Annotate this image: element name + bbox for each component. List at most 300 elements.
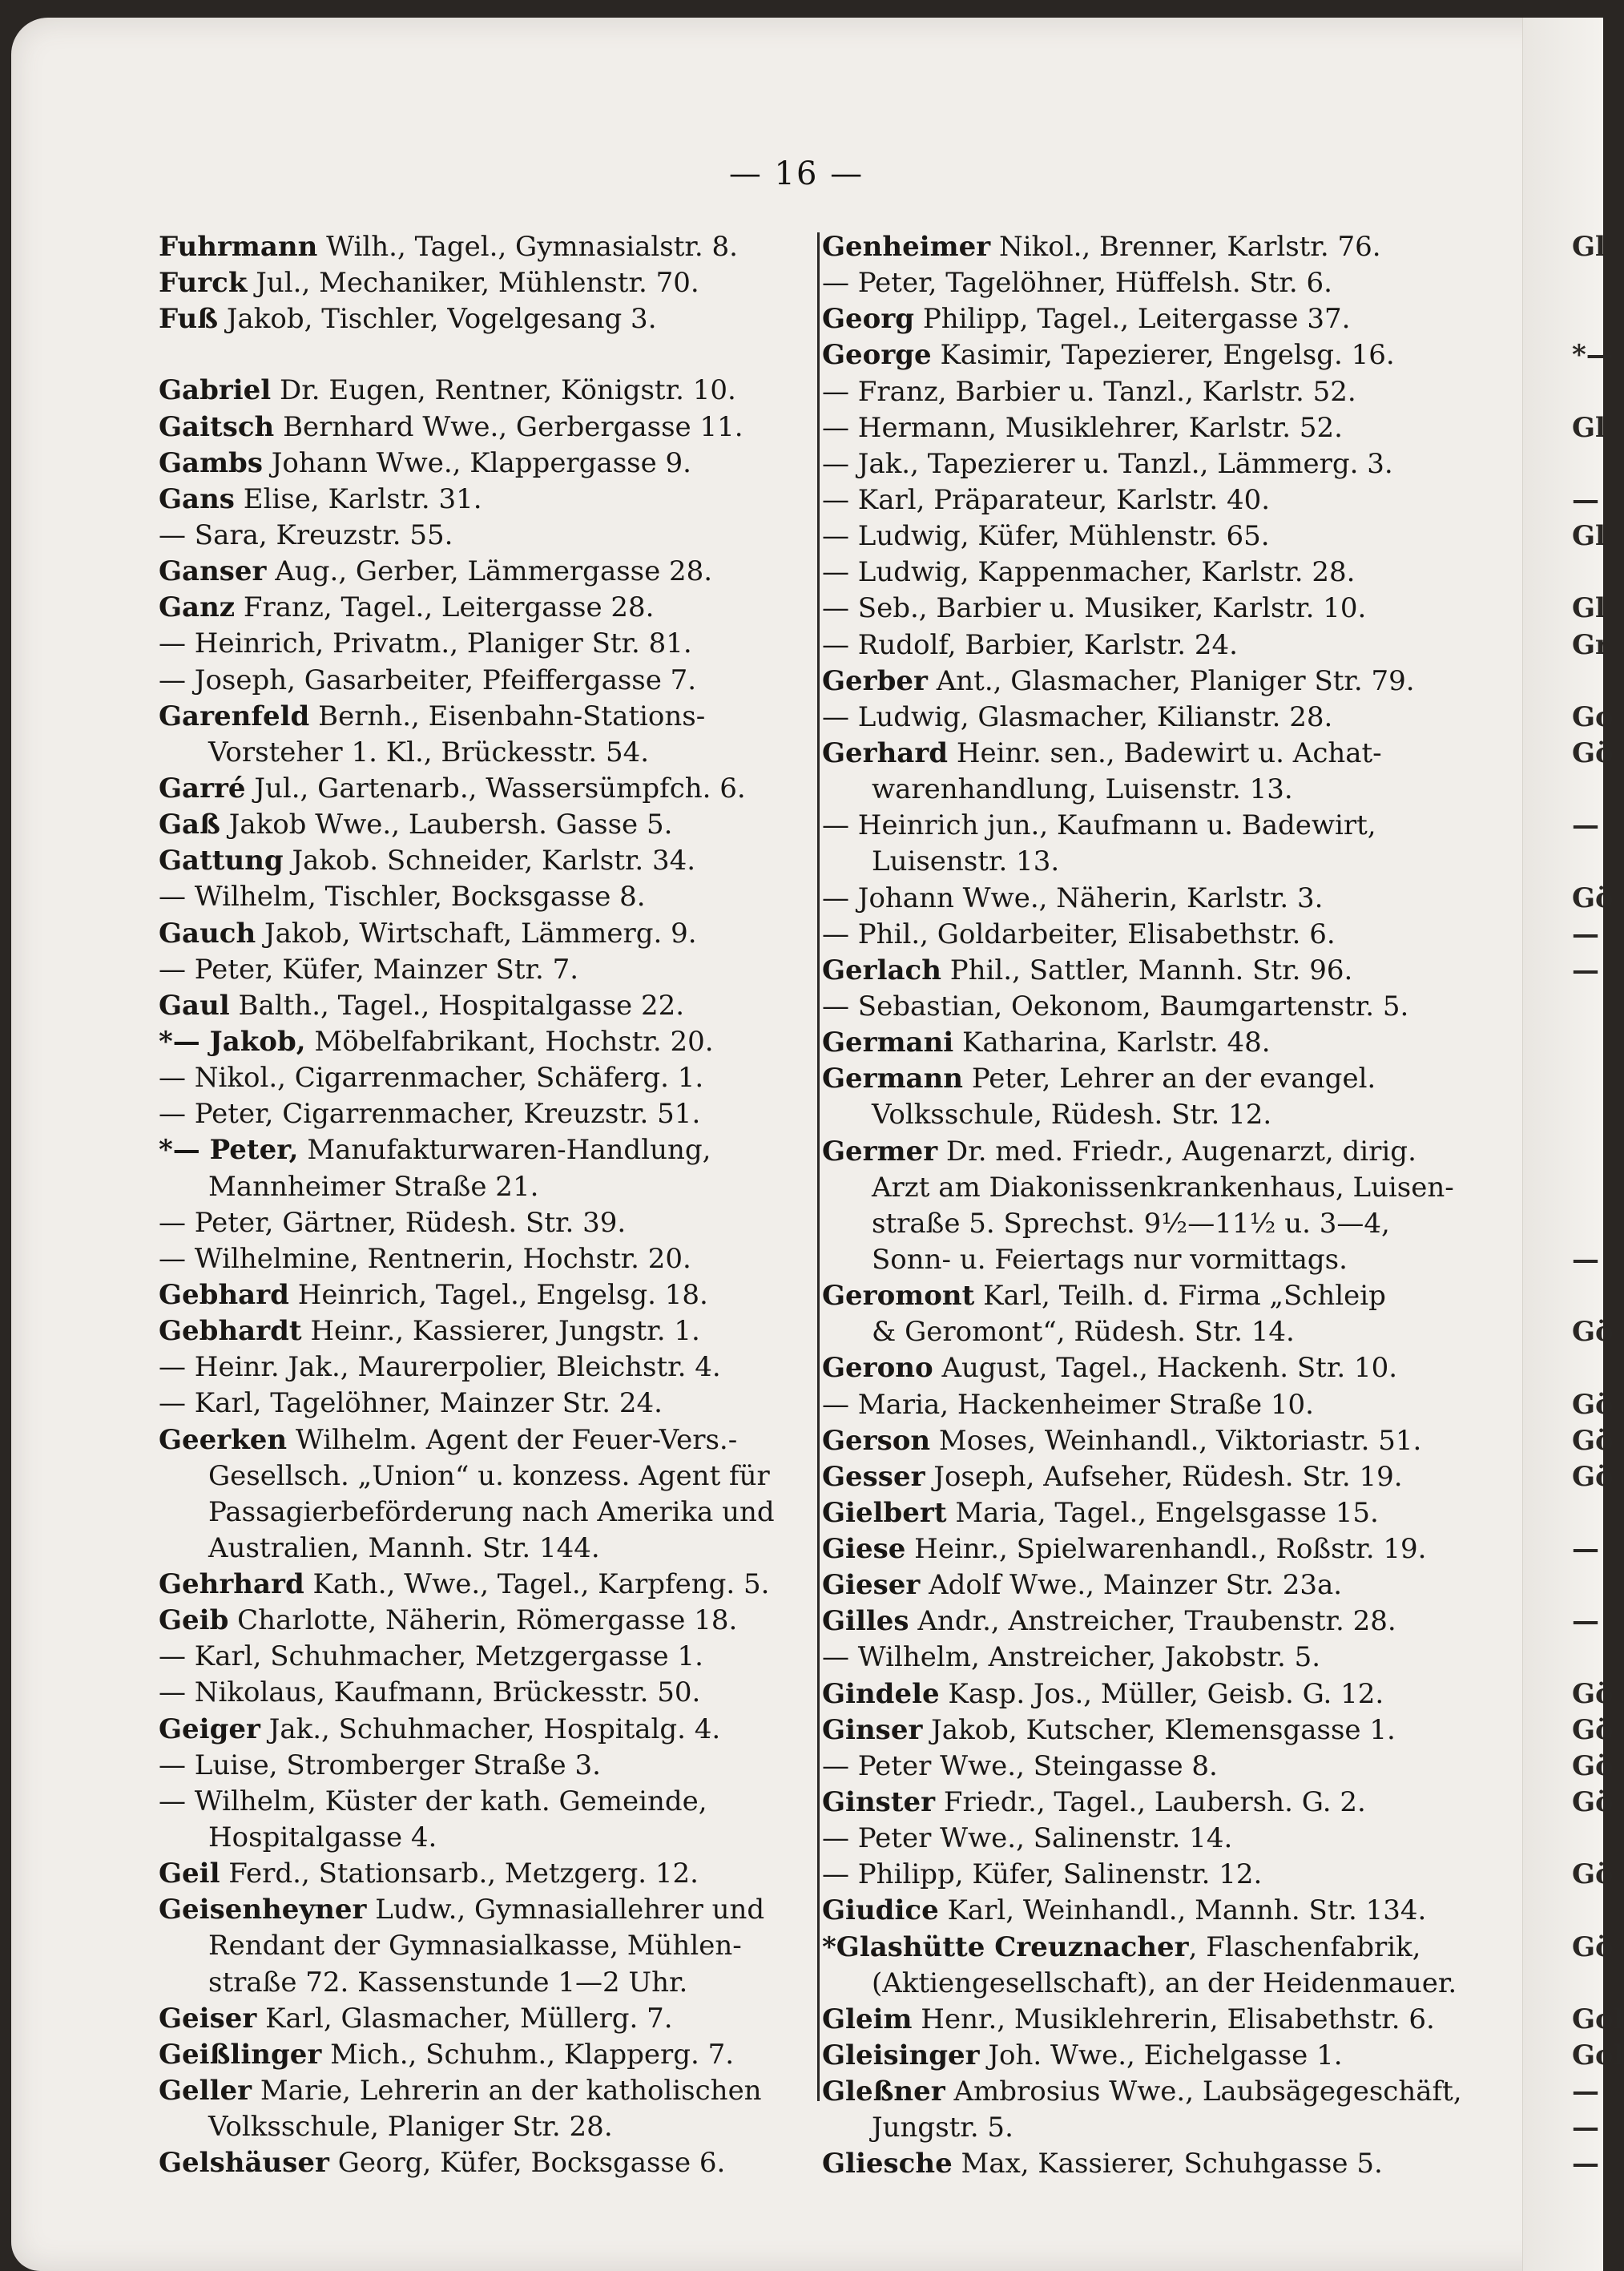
entry-text: — Seb., Barbier u. Musiker, Karlstr. 10. bbox=[822, 592, 1367, 625]
entry-text: — Wilhelm, Küster der kath. Gemeinde, bbox=[159, 1785, 707, 1817]
entry-text: — Wilhelm, Tischler, Bocksgasse 8. bbox=[159, 881, 646, 914]
entry-text: Bernh., Eisenbahn-Stations- bbox=[309, 700, 706, 732]
entry-surname: Geib bbox=[159, 1604, 229, 1637]
cut-entry-fragment: Gö bbox=[1572, 1677, 1614, 1710]
entry-surname: Ginster bbox=[822, 1786, 936, 1819]
entry-surname: Gattung bbox=[159, 845, 284, 877]
entry-text: Charlotte, Näherin, Römergasse 18. bbox=[228, 1604, 738, 1637]
entry-text: Ambrosius Wwe., Laubsägegeschäft, bbox=[945, 2075, 1462, 2108]
directory-entry-line bbox=[822, 627, 1465, 664]
directory-entry-line bbox=[159, 1928, 819, 1964]
entry-text: Jakob, Tischler, Vogelgesang 3. bbox=[218, 303, 657, 336]
entry-text: — Peter, Gärtner, Rüdesh. Str. 39. bbox=[159, 1206, 627, 1239]
entry-text: , Flaschenfabrik, bbox=[1188, 1930, 1421, 1963]
cut-entry-fragment: Gö bbox=[1572, 881, 1614, 914]
entry-text: — Wilhelm, Anstreicher, Jakobstr. 5. bbox=[822, 1641, 1321, 1674]
directory-entry-line bbox=[159, 1132, 819, 1168]
entry-surname: Germer bbox=[822, 1135, 938, 1168]
directory-entry-line bbox=[822, 2038, 1465, 2074]
entry-text: — Johann Wwe., Näherin, Karlstr. 3. bbox=[822, 881, 1324, 914]
entry-text: Heinrich, Tagel., Engelsg. 18. bbox=[288, 1278, 708, 1311]
directory-entry-line bbox=[822, 518, 1465, 555]
directory-entry-line bbox=[822, 2074, 1465, 2110]
entry-text: & Geromont“, Rüdesh. Str. 14. bbox=[872, 1316, 1295, 1349]
entry-text: — Sebastian, Oekonom, Baumgartenstr. 5. bbox=[822, 990, 1409, 1023]
directory-entry-line bbox=[159, 843, 819, 879]
directory-entry-line bbox=[822, 1206, 1465, 1242]
cut-entry-fragment: Gö bbox=[1572, 736, 1614, 769]
cut-entry-fragment bbox=[1572, 1495, 1604, 1531]
entry-text: — Nikolaus, Kaufmann, Brückesstr. 50. bbox=[159, 1676, 701, 1709]
directory-entry-line bbox=[822, 301, 1465, 337]
entry-text: — Sara, Kreuzstr. 55. bbox=[159, 518, 453, 551]
directory-column-middle bbox=[822, 229, 1465, 2183]
cut-entry-fragment bbox=[1572, 664, 1604, 700]
entry-surname: Gerson bbox=[822, 1424, 931, 1457]
cut-entry-fragment bbox=[1572, 844, 1604, 880]
directory-entry-line bbox=[822, 1134, 1465, 1170]
directory-entry-line bbox=[159, 1205, 819, 1241]
cut-entry-fragment: *— bbox=[1572, 339, 1614, 372]
directory-entry-line bbox=[159, 735, 819, 771]
directory-entry-line bbox=[159, 988, 819, 1024]
entry-text: Kath., Wwe., Tagel., Karpfeng. 5. bbox=[304, 1568, 770, 1601]
directory-entry-line bbox=[822, 265, 1465, 301]
cut-entry-fragment bbox=[1572, 446, 1604, 482]
entry-text: — Heinrich, Privatm., Planiger Str. 81. bbox=[159, 627, 692, 660]
directory-entry-line bbox=[822, 917, 1465, 953]
entry-text: — Peter, Küfer, Mainzer Str. 7. bbox=[159, 953, 579, 986]
entry-text: Gesellsch. „Union“ u. konzess. Agent für bbox=[208, 1459, 770, 1492]
cut-entry-fragment: — bbox=[1572, 483, 1599, 516]
cut-entry-fragment: Gö bbox=[1572, 1930, 1614, 1963]
entry-text: Joh. Wwe., Eichelgasse 1. bbox=[979, 2039, 1343, 2072]
entry-text: Nikol., Brenner, Karlstr. 76. bbox=[990, 231, 1381, 263]
cut-entry-fragment bbox=[1572, 1025, 1604, 1061]
entry-text: Kasp. Jos., Müller, Geisb. G. 12. bbox=[939, 1677, 1384, 1710]
entry-surname: Ganz bbox=[159, 591, 236, 624]
entry-surname: Gaitsch bbox=[159, 410, 275, 443]
entry-text: Henr., Musiklehrerin, Elisabethstr. 6. bbox=[912, 2003, 1435, 2035]
cut-entry-fragment bbox=[1572, 1278, 1604, 1314]
entry-text: — Maria, Hackenheimer Straße 10. bbox=[822, 1388, 1314, 1421]
entry-surname: Genheimer bbox=[822, 231, 991, 263]
entry-text: Jakob. Schneider, Karlstr. 34. bbox=[283, 845, 696, 877]
entry-surname: Geiser bbox=[159, 2002, 257, 2035]
directory-entry-line bbox=[822, 1423, 1465, 1459]
directory-entry-line bbox=[159, 1567, 819, 1603]
entry-surname: George bbox=[822, 339, 932, 372]
cut-entry-fragment: Gö bbox=[1572, 1713, 1614, 1746]
directory-entry-line bbox=[822, 1314, 1465, 1350]
cut-entry-fragment: — bbox=[1572, 2075, 1599, 2108]
entry-text: — Karl, Tagelöhner, Mainzer Str. 24. bbox=[159, 1387, 663, 1420]
entry-text: Max, Kassierer, Schuhgasse 5. bbox=[952, 2148, 1383, 2180]
directory-entry-line bbox=[159, 1277, 819, 1313]
cut-entry-fragment: Go bbox=[1572, 700, 1614, 733]
directory-entry-line bbox=[822, 2146, 1465, 2182]
entry-surname: Gans bbox=[159, 482, 235, 515]
entry-text: — Hermann, Musiklehrer, Karlstr. 52. bbox=[822, 411, 1343, 444]
directory-column-right-cut bbox=[1572, 229, 1624, 2183]
cut-entry-fragment: Gö bbox=[1572, 1460, 1614, 1493]
entry-text: — Peter, Tagelöhner, Hüffelsh. Str. 6. bbox=[822, 267, 1332, 300]
entry-surname: Garré bbox=[159, 772, 246, 805]
entry-text: — Franz, Barbier u. Tanzl., Karlstr. 52. bbox=[822, 375, 1356, 408]
cut-entry-fragment bbox=[1572, 1206, 1604, 1242]
cut-entry-fragment bbox=[1572, 265, 1604, 301]
entry-text: — Heinr. Jak., Maurerpolier, Bleichstr. 4. bbox=[159, 1351, 721, 1384]
entry-text: — Peter, Cigarrenmacher, Kreuzstr. 51. bbox=[159, 1098, 701, 1131]
entry-surname: Fuhrmann bbox=[159, 231, 318, 263]
entry-text: — Joseph, Gasarbeiter, Pfeiffergasse 7. bbox=[159, 664, 697, 696]
entry-text: Ant., Glasmacher, Planiger Str. 79. bbox=[927, 664, 1415, 697]
cut-entry-fragment: Gö bbox=[1572, 1388, 1614, 1421]
entry-text: Heinr., Kassierer, Jungstr. 1. bbox=[301, 1315, 700, 1348]
entry-text: straße 5. Sprechst. 9½—11½ u. 3—4, bbox=[872, 1207, 1390, 1240]
cut-entry-fragment bbox=[1572, 1821, 1604, 1857]
directory-entry-line bbox=[822, 736, 1465, 772]
entry-surname: Gabriel bbox=[159, 374, 272, 407]
cut-entry-fragment: — bbox=[1572, 1605, 1599, 1638]
entry-surname: Gieser bbox=[822, 1569, 921, 1602]
directory-entry-line bbox=[159, 771, 819, 807]
directory-entry-line bbox=[822, 772, 1465, 808]
cut-entry-fragment bbox=[1572, 1134, 1604, 1170]
directory-entry-line bbox=[822, 1712, 1465, 1749]
entry-surname: Gleisinger bbox=[822, 2039, 980, 2072]
directory-entry-line bbox=[822, 337, 1465, 373]
directory-entry-line bbox=[159, 1096, 819, 1132]
entry-text: Wilhelm. Agent der Feuer-Vers.- bbox=[287, 1423, 738, 1456]
directory-entry-line bbox=[822, 446, 1465, 482]
entry-text: Arzt am Diakonissenkrankenhaus, Luisen- bbox=[872, 1171, 1454, 1204]
entry-text: Wilh., Tagel., Gymnasialstr. 8. bbox=[317, 231, 738, 263]
entry-text: Peter, Lehrer an der evangel. bbox=[963, 1063, 1376, 1095]
directory-entry-line bbox=[159, 1495, 819, 1531]
entry-surname: Gaß bbox=[159, 809, 220, 841]
cut-entry-fragment: — bbox=[1572, 1533, 1599, 1566]
entry-surname: Geerken bbox=[159, 1423, 288, 1456]
entry-text: Mich., Schuhm., Klapperg. 7. bbox=[321, 2038, 735, 2071]
directory-entry-line bbox=[822, 844, 1465, 880]
directory-entry-line bbox=[159, 1060, 819, 1096]
entry-surname: Gehrhard bbox=[159, 1568, 304, 1601]
entry-text: Joseph, Aufseher, Rüdesh. Str. 19. bbox=[925, 1460, 1403, 1493]
directory-entry-line bbox=[159, 1169, 819, 1205]
entry-text: Karl, Teilh. d. Firma „Schleip bbox=[974, 1280, 1386, 1313]
entry-text: Heinr. sen., Badewirt u. Achat- bbox=[948, 736, 1382, 769]
cut-entry-fragment: Gö bbox=[1572, 1786, 1614, 1819]
cut-entry-fragment bbox=[1572, 301, 1604, 337]
cut-entry-fragment bbox=[1572, 1170, 1604, 1206]
entry-text: — Peter Wwe., Steingasse 8. bbox=[822, 1749, 1218, 1782]
entry-surname: Gesser bbox=[822, 1460, 925, 1493]
entry-text: Maria, Tagel., Engelsgasse 15. bbox=[946, 1496, 1379, 1529]
directory-entry-line bbox=[159, 1313, 819, 1349]
entry-text: — Phil., Goldarbeiter, Elisabethstr. 6. bbox=[822, 918, 1336, 950]
entry-surname: Gindele bbox=[822, 1677, 940, 1710]
directory-column-left bbox=[159, 229, 819, 2181]
entry-text: Friedr., Tagel., Laubersh. G. 2. bbox=[935, 1786, 1366, 1819]
entry-text: Elise, Karlstr. 31. bbox=[234, 482, 482, 515]
cut-entry-fragment: — bbox=[1572, 2148, 1599, 2180]
directory-entry-line bbox=[822, 1893, 1465, 1929]
cut-entry-fragment bbox=[1572, 1893, 1604, 1929]
entry-text: Jak., Schuhmacher, Hospitalg. 4. bbox=[260, 1712, 721, 1745]
entry-text: Luisenstr. 13. bbox=[872, 845, 1060, 878]
entry-text: Georg, Küfer, Bocksgasse 6. bbox=[328, 2147, 726, 2180]
entry-text: Johann Wwe., Klappergasse 9. bbox=[262, 446, 691, 479]
cut-entry-fragment: Gl bbox=[1572, 411, 1606, 444]
entry-text: Moses, Weinhandl., Viktoriastr. 51. bbox=[930, 1424, 1422, 1457]
cut-entry-fragment: — bbox=[1572, 954, 1599, 986]
directory-entry-line bbox=[822, 1387, 1465, 1423]
directory-entry-line bbox=[822, 989, 1465, 1025]
entry-surname: Geiger bbox=[159, 1712, 260, 1745]
entry-text: — Nikol., Cigarrenmacher, Schäferg. 1. bbox=[159, 1062, 704, 1095]
directory-entry-line bbox=[822, 591, 1465, 627]
entry-text: — Wilhelmine, Rentnerin, Hochstr. 20. bbox=[159, 1242, 691, 1275]
directory-entry-line bbox=[159, 1639, 819, 1675]
directory-entry-line bbox=[159, 446, 819, 482]
directory-entry-line bbox=[822, 229, 1465, 265]
entry-text: Manufakturwaren-Handlung, bbox=[298, 1134, 711, 1167]
directory-entry-line bbox=[159, 916, 819, 952]
directory-entry-line bbox=[822, 1025, 1465, 1061]
directory-entry-line bbox=[822, 1603, 1465, 1640]
entry-text: Rendant der Gymnasialkasse, Mühlen- bbox=[208, 1930, 742, 1962]
directory-entry-line bbox=[159, 518, 819, 554]
entry-text: Dr. med. Friedr., Augenarzt, dirig. bbox=[937, 1135, 1416, 1168]
directory-entry-line bbox=[822, 1097, 1465, 1133]
directory-entry-line bbox=[822, 700, 1465, 736]
entry-text: Jakob, Kutscher, Klemensgasse 1. bbox=[922, 1713, 1396, 1746]
entry-text: Möbelfabrikant, Hochstr. 20. bbox=[305, 1025, 714, 1058]
directory-entry-line bbox=[822, 1930, 1465, 1966]
entry-text: Philipp, Tagel., Leitergasse 37. bbox=[914, 303, 1351, 336]
cut-entry-fragment: Gol bbox=[1572, 2003, 1624, 2035]
entry-surname: Germann bbox=[822, 1063, 964, 1095]
entry-surname: *— Jakob, bbox=[159, 1025, 306, 1058]
entry-text: Karl, Glasmacher, Müllerg. 7. bbox=[256, 2002, 673, 2035]
entry-text: Volksschule, Rüdesh. Str. 12. bbox=[872, 1099, 1272, 1131]
entry-text: Jakob, Wirtschaft, Lämmerg. 9. bbox=[256, 917, 697, 950]
entry-text: — Jak., Tapezierer u. Tanzl., Lämmerg. 3. bbox=[822, 447, 1393, 480]
entry-text: Franz, Tagel., Leitergasse 28. bbox=[235, 591, 655, 624]
entry-surname: Gerhard bbox=[822, 736, 949, 769]
cut-entry-fragment: Gö bbox=[1572, 1316, 1614, 1349]
entry-text: — Karl, Schuhmacher, Metzgergasse 1. bbox=[159, 1640, 703, 1673]
directory-entry-line bbox=[822, 1567, 1465, 1603]
entry-text: Hospitalgasse 4. bbox=[208, 1821, 437, 1854]
page-sheet bbox=[11, 18, 1624, 2271]
cut-entry-fragment bbox=[1572, 374, 1604, 410]
entry-text: Heinr., Spielwarenhandl., Roßstr. 19. bbox=[905, 1533, 1427, 1566]
cut-entry-fragment: Gr bbox=[1572, 628, 1610, 661]
directory-entry-line bbox=[159, 265, 819, 301]
entry-surname: Giese bbox=[822, 1533, 906, 1566]
entry-text: Kasimir, Tapezierer, Engelsg. 16. bbox=[931, 339, 1395, 372]
cut-entry-fragment: — bbox=[1572, 1243, 1599, 1276]
directory-entry-line bbox=[822, 555, 1465, 591]
entry-text: Ludw., Gymnasiallehrer und bbox=[366, 1894, 765, 1926]
cut-entry-fragment: Gö bbox=[1572, 1858, 1614, 1891]
entry-surname: *— Peter, bbox=[159, 1134, 299, 1167]
entry-text: — Ludwig, Kappenmacher, Karlstr. 28. bbox=[822, 556, 1356, 589]
cut-entry-fragment bbox=[1572, 1097, 1604, 1133]
entry-surname: *Glashütte Creuznacher bbox=[822, 1930, 1189, 1963]
entry-text: Mannheimer Straße 21. bbox=[208, 1170, 539, 1203]
entry-surname: Ganser bbox=[159, 555, 267, 588]
entry-surname: Gambs bbox=[159, 446, 263, 479]
entry-text: — Rudolf, Barbier, Karlstr. 24. bbox=[822, 628, 1238, 661]
directory-entry-line bbox=[822, 1459, 1465, 1495]
entry-surname: Gaul bbox=[159, 989, 230, 1022]
directory-entry-line bbox=[822, 664, 1465, 700]
directory-entry-line bbox=[822, 1785, 1465, 1821]
directory-entry-line bbox=[159, 2145, 819, 2181]
directory-entry-line bbox=[159, 590, 819, 626]
directory-entry-line bbox=[822, 881, 1465, 917]
entry-text: (Aktiengesellschaft), an der Heidenmauer. bbox=[872, 1966, 1457, 1999]
directory-entry-line bbox=[159, 2037, 819, 2073]
directory-entry-line bbox=[822, 482, 1465, 518]
directory-entry-line bbox=[822, 1170, 1465, 1206]
directory-entry-line bbox=[159, 1892, 819, 1928]
directory-entry-line bbox=[822, 1242, 1465, 1278]
directory-entry-line bbox=[159, 1712, 819, 1748]
cut-entry-fragment: — bbox=[1572, 918, 1599, 950]
entry-surname: Geil bbox=[159, 1858, 220, 1890]
directory-entry-line bbox=[159, 482, 819, 518]
directory-entry-line bbox=[822, 410, 1465, 446]
directory-entry-line bbox=[822, 1495, 1465, 1531]
directory-entry-line bbox=[159, 699, 819, 735]
page-number: — 16 — bbox=[728, 155, 864, 192]
directory-entry-line bbox=[159, 1422, 819, 1458]
directory-entry-line bbox=[159, 1784, 819, 1820]
entry-surname: Furck bbox=[159, 267, 248, 300]
entry-surname: Geller bbox=[159, 2075, 252, 2108]
directory-entry-line bbox=[822, 953, 1465, 989]
directory-entry-line bbox=[159, 1820, 819, 1856]
cut-entry-fragment: Gl bbox=[1572, 231, 1606, 263]
directory-entry-line bbox=[822, 1061, 1465, 1097]
directory-entry-line bbox=[822, 2110, 1465, 2146]
entry-surname: Garenfeld bbox=[159, 700, 310, 732]
entry-surname: Gliesche bbox=[822, 2148, 953, 2180]
cut-entry-fragment bbox=[1572, 1640, 1604, 1676]
directory-entry-line bbox=[822, 374, 1465, 410]
entry-text: Bernhard Wwe., Gerbergasse 11. bbox=[274, 410, 743, 443]
entry-text: — Ludwig, Glasmacher, Kilianstr. 28. bbox=[822, 700, 1333, 733]
directory-entry-line bbox=[159, 1349, 819, 1386]
entry-text: — Heinrich jun., Kaufmann u. Badewirt, bbox=[822, 809, 1376, 842]
entry-text: Sonn- u. Feiertags nur vormittags. bbox=[872, 1243, 1348, 1276]
entry-surname: Gielbert bbox=[822, 1496, 947, 1529]
entry-surname: Gebhardt bbox=[159, 1315, 302, 1348]
cut-entry-fragment bbox=[1572, 1350, 1604, 1386]
directory-entry-line bbox=[159, 1675, 819, 1711]
directory-entry-line bbox=[159, 663, 819, 699]
directory-entry-line bbox=[159, 301, 819, 337]
directory-entry-line bbox=[822, 1531, 1465, 1567]
directory-entry-line bbox=[159, 1856, 819, 1892]
entry-text: straße 72. Kassenstunde 1—2 Uhr. bbox=[208, 1966, 688, 1999]
entry-surname: Geißlinger bbox=[159, 2038, 322, 2071]
directory-entry-line bbox=[159, 952, 819, 988]
entry-text: Karl, Weinhandl., Mannh. Str. 134. bbox=[938, 1894, 1427, 1927]
directory-entry-line bbox=[822, 1966, 1465, 2002]
cut-entry-fragment bbox=[1572, 989, 1604, 1025]
directory-entry-line bbox=[159, 2109, 819, 2145]
cut-entry-fragment bbox=[1572, 1567, 1604, 1603]
entry-text: — Karl, Präparateur, Karlstr. 40. bbox=[822, 483, 1271, 516]
directory-entry-line bbox=[822, 1640, 1465, 1676]
entry-surname: Germani bbox=[822, 1027, 954, 1059]
entry-text: Volksschule, Planiger Str. 28. bbox=[208, 2111, 613, 2144]
cut-entry-fragment: Gl bbox=[1572, 592, 1606, 625]
directory-entry-line bbox=[822, 1749, 1465, 1785]
directory-entry-line bbox=[159, 373, 819, 409]
entry-text: Jungstr. 5. bbox=[872, 2112, 1013, 2144]
entry-text: Passagierbeförderung nach Amerika und bbox=[208, 1495, 775, 1528]
cut-entry-fragment bbox=[1572, 1061, 1604, 1097]
entry-surname: Ginser bbox=[822, 1713, 923, 1746]
entry-surname: Gilles bbox=[822, 1605, 909, 1638]
cut-entry-fragment: Gl bbox=[1572, 520, 1606, 553]
directory-entry-line bbox=[159, 337, 819, 373]
entry-surname: Gleßner bbox=[822, 2075, 945, 2108]
directory-entry-line bbox=[822, 808, 1465, 844]
directory-entry-line bbox=[159, 626, 819, 662]
entry-text: Andr., Anstreicher, Traubenstr. 28. bbox=[909, 1605, 1396, 1638]
entry-surname: Geisenheyner bbox=[159, 1894, 367, 1926]
directory-entry-line bbox=[159, 1965, 819, 2001]
cut-entry-fragment: Gö bbox=[1572, 1424, 1614, 1457]
directory-entry-line bbox=[159, 554, 819, 590]
entry-text: — Peter Wwe., Salinenstr. 14. bbox=[822, 1822, 1233, 1855]
entry-surname: Gauch bbox=[159, 917, 256, 950]
entry-surname: Giudice bbox=[822, 1894, 939, 1927]
cut-entry-fragment: Gö bbox=[1572, 1749, 1614, 1782]
entry-surname: Georg bbox=[822, 303, 915, 336]
entry-text: Phil., Sattler, Mannh. Str. 96. bbox=[941, 954, 1353, 986]
directory-entry-line bbox=[159, 1386, 819, 1422]
directory-entry-line bbox=[822, 1857, 1465, 1893]
entry-text: Adolf Wwe., Mainzer Str. 23a. bbox=[920, 1569, 1343, 1602]
directory-entry-line bbox=[822, 1278, 1465, 1314]
directory-entry-line bbox=[159, 1531, 819, 1567]
entry-text: — Philipp, Küfer, Salinenstr. 12. bbox=[822, 1858, 1263, 1891]
entry-surname: Gleim bbox=[822, 2003, 913, 2035]
entry-text: Jul., Gartenarb., Wassersümpfch. 6. bbox=[245, 772, 746, 805]
entry-text: Katharina, Karlstr. 48. bbox=[953, 1027, 1271, 1059]
entry-text: warenhandlung, Luisenstr. 13. bbox=[872, 773, 1293, 806]
directory-entry-line bbox=[159, 1748, 819, 1784]
entry-surname: Gerber bbox=[822, 664, 928, 697]
entry-surname: Gebhard bbox=[159, 1278, 289, 1311]
entry-text: Jakob Wwe., Laubersh. Gasse 5. bbox=[220, 809, 673, 841]
entry-text: Dr. Eugen, Rentner, Königstr. 10. bbox=[271, 374, 736, 407]
entry-surname: Geromont bbox=[822, 1280, 975, 1313]
directory-entry-line bbox=[822, 1676, 1465, 1712]
entry-text: Jul., Mechaniker, Mühlenstr. 70. bbox=[247, 267, 699, 300]
directory-entry-line bbox=[159, 879, 819, 915]
directory-entry-line bbox=[822, 1821, 1465, 1857]
directory-entry-line bbox=[159, 1458, 819, 1495]
